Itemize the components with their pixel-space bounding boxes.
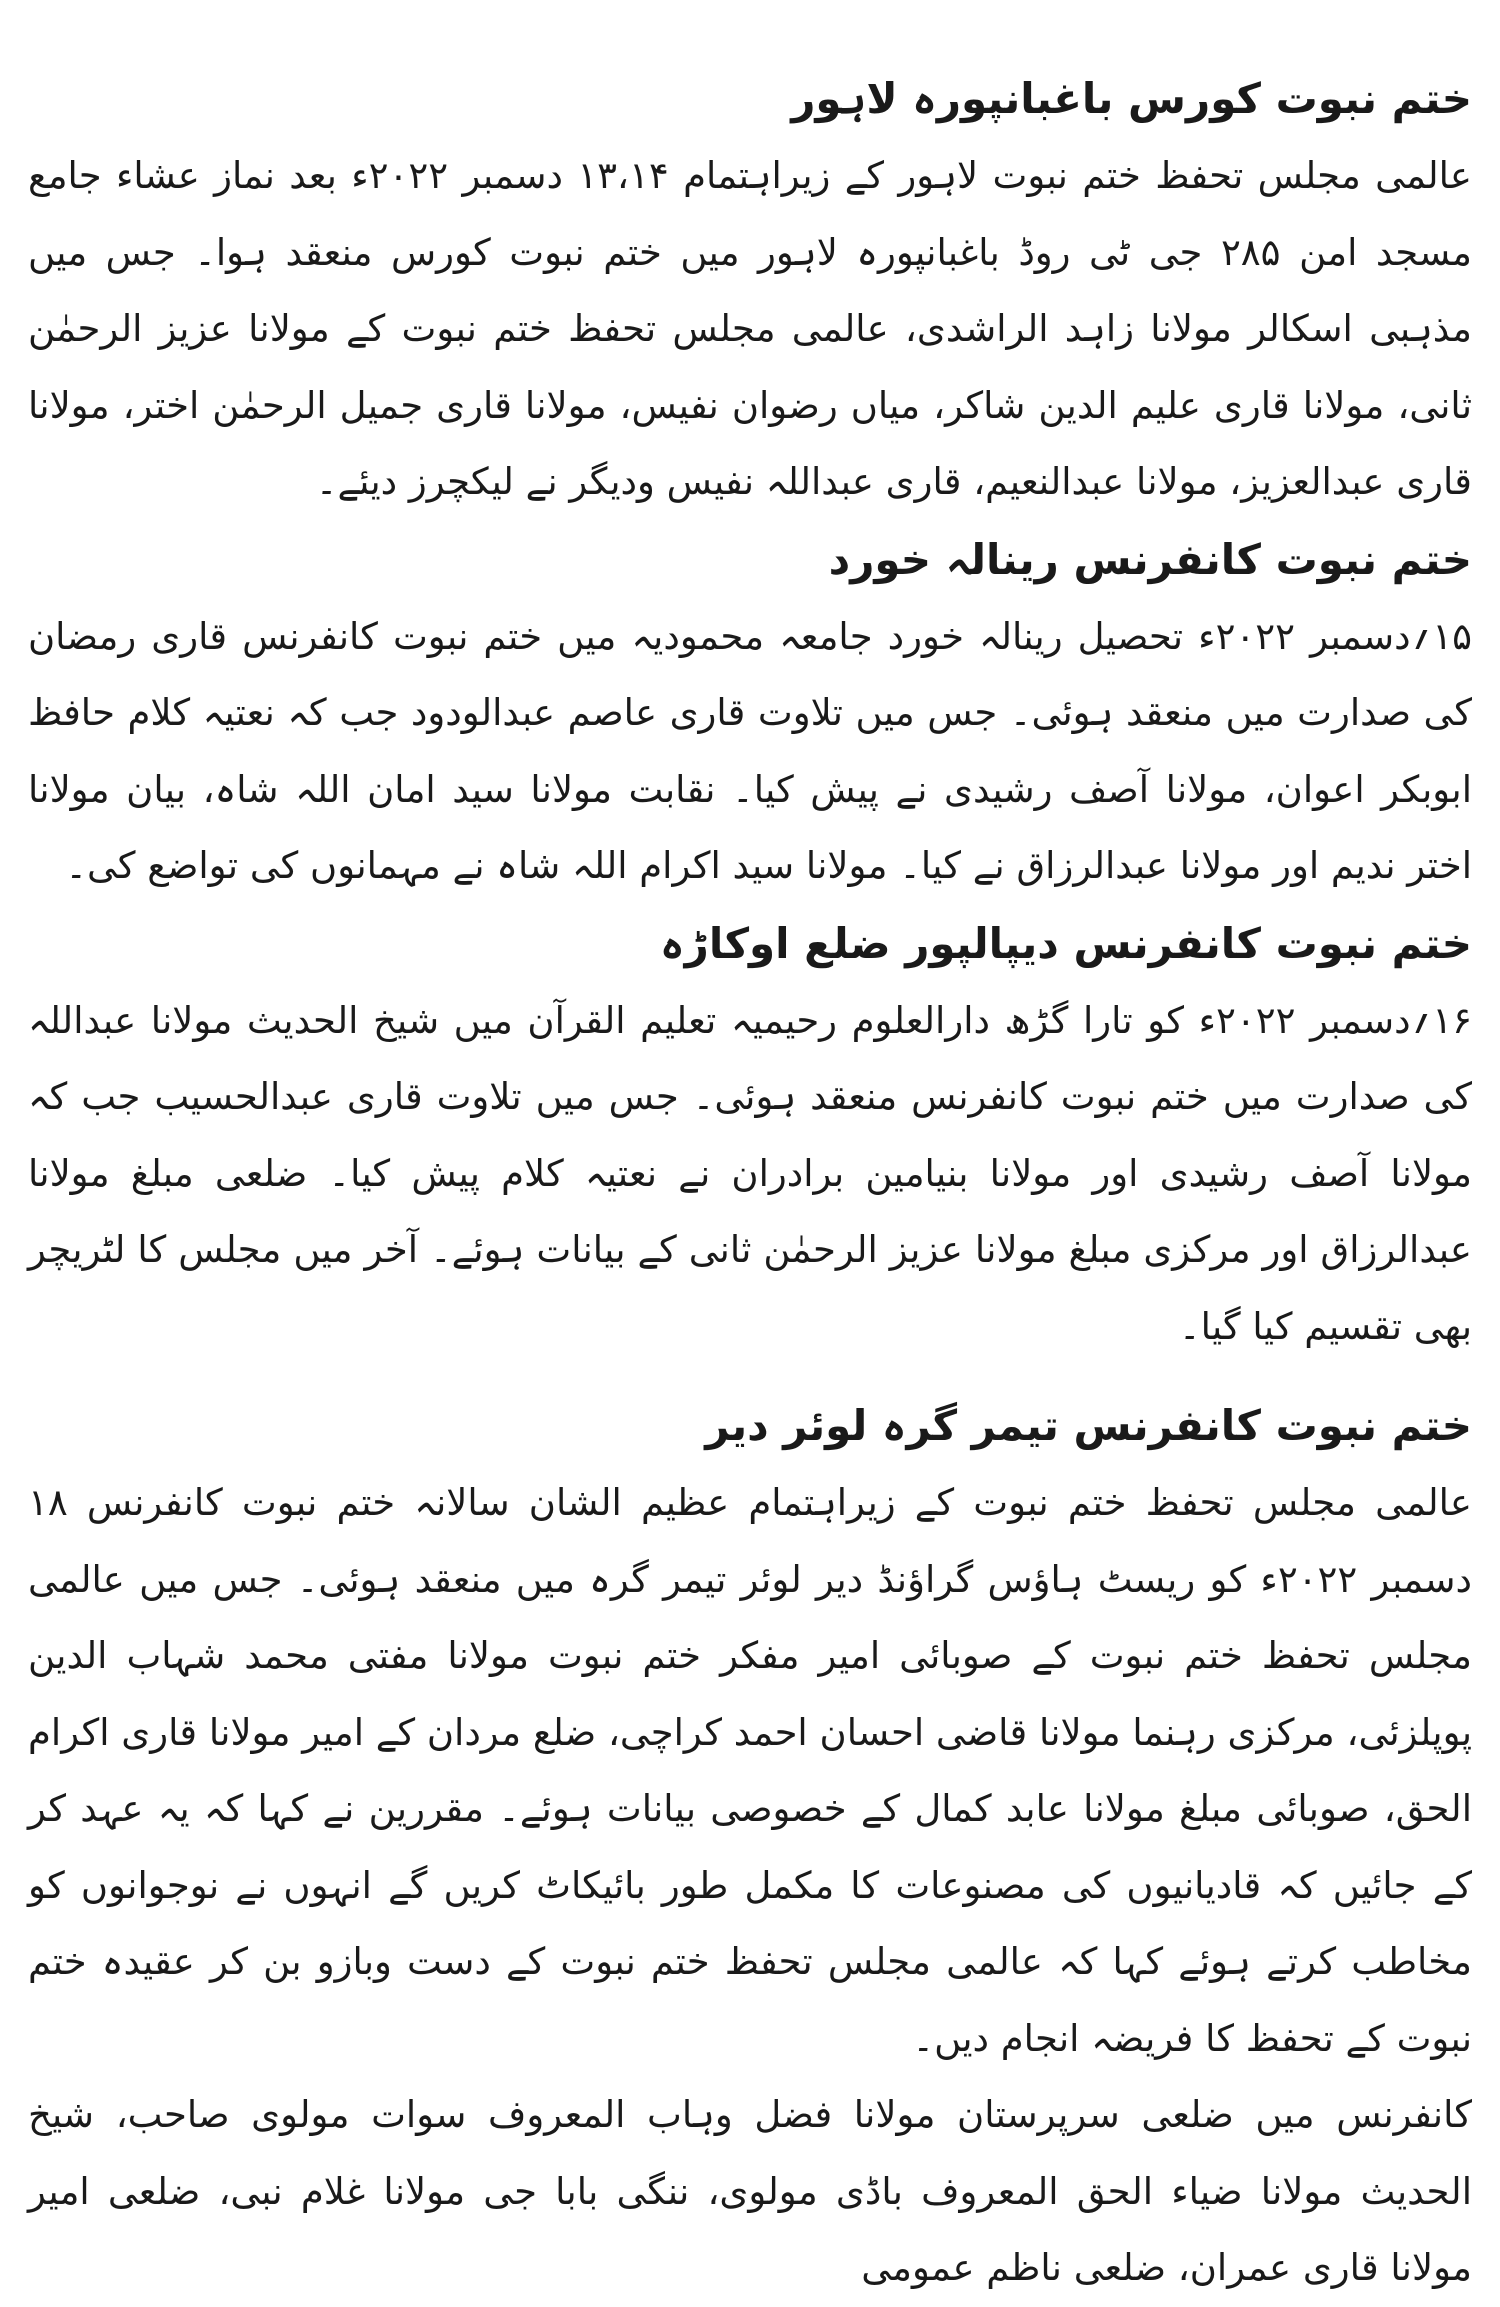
- section-paragraph: ۱۶؍دسمبر ۲۰۲۲ء کو تارا گڑھ دارالعلوم رحیمیہ تعلیم القرآن میں شیخ الحدیث مولانا عبداللہ کی صدارت میں ختم نبوت کانفرنس منعقد ہوئی۔ جس میں تلاوت قاری عبدالحسیب جب کہ مولانا آصف رشیدی اور مولانا بنیامین برادران نے نعتیہ کلام پیش کیا۔ ضلعی مبلغ مولانا عبدالرزاق اور مرکزی مبلغ مولانا عزیز الرحمٰن ثانی کے بیانات ہوئے۔ آخر میں مجلس کا لٹریچر بھی تقسیم کیا گیا۔: [28, 998, 1473, 1348]
- section-spacer: [28, 1365, 1472, 1387]
- section-conference-timergara-lower-dir: [28, 1387, 1472, 2307]
- section-paragraph: ۱۵؍دسمبر ۲۰۲۲ء تحصیل رینالہ خورد جامعہ محمودیہ میں ختم نبوت کانفرنس قاری رمضان کی صدارت میں منعقد ہوئی۔ جس میں تلاوت قاری عاصم عبدالودود جب کہ نعتیہ کلام حافظ ابوبکر اعوان، مولانا آصف رشیدی نے پیش کیا۔ نقابت مولانا سید امان اللہ شاہ، بیان مولانا اختر ندیم اور مولانا عبدالرزاق نے کیا۔ مولانا سید اکرام اللہ شاہ نے مہمانوں کی تواضع کی۔: [28, 614, 1472, 887]
- section-paragraph: عالمی مجلس تحفظ ختم نبوت کے زیراہتمام عظیم الشان سالانہ ختم نبوت کانفرنس ۱۸ دسمبر ۲۰۲۲ء کو ریسٹ ہاؤس گراؤنڈ دیر لوئر تیمر گرہ میں منعقد ہوئی۔ جس میں عالمی مجلس تحفظ ختم نبوت کے صوبائی امیر مفکر ختم نبوت مولانا مفتی محمد شہاب الدین پوپلزئی، مرکزی رہنما مولانا قاضی احسان احمد کراچی، ضلع مردان کے امیر مولانا قاری اکرام الحق، صوبائی مبلغ مولانا عابد کمال کے خصوصی بیانات ہوئے۔ مقررین نے کہا کہ یہ عہد کر کے جائیں کہ قادیانیوں کی مصنوعات کا مکمل طور بائیکاٹ کریں گے انہوں نے نوجوانوں کو مخاطب کرتے ہوئے کہا کہ عالمی مجلس تحفظ ختم نبوت کے دست وبازو بن کر عقیدہ ختم نبوت کے تحفظ کا فریضہ انجام دیں۔: [28, 1481, 1472, 2060]
- section-conference-renala-khurd: [28, 521, 1472, 905]
- section-heading: ختم نبوت کانفرنس دیپالپور ضلع اوکاڑہ: [660, 918, 1472, 968]
- section-heading: ختم نبوت کانفرنس تیمر گرہ لوئر دیر: [705, 1401, 1472, 1450]
- section-heading: ختم نبوت کانفرنس رینالہ خورد: [828, 534, 1472, 584]
- section-paragraph: کانفرنس میں ضلعی سرپرستان مولانا فضل وہاب المعروف سوات مولوی صاحب، شیخ الحدیث مولانا ضیاء الحق المعروف باڈی مولوی، ننگی بابا جی مولانا غلام نبی، ضلعی امیر مولانا قاری عمران، ضلعی ناظم عمومی: [28, 2093, 1472, 2289]
- document-page: [28, 60, 1472, 2307]
- section-conference-depalpur-okara: [28, 905, 1472, 1366]
- section-khatm-nubuwwat-course-lahore: [28, 60, 1472, 521]
- section-paragraph: عالمی مجلس تحفظ ختم نبوت لاہور کے زیراہتمام ۱۳،۱۴ دسمبر ۲۰۲۲ء بعد نماز عشاء جامع مسجد امن ۲۸۵ جی ٹی روڈ باغبانپورہ لاہور میں ختم نبوت کورس منعقد ہوا۔ جس میں مذہبی اسکالر مولانا زاہد الراشدی، عالمی مجلس تحفظ ختم نبوت کے مولانا عزیز الرحمٰن ثانی، مولانا قاری علیم الدین شاکر، میاں رضوان نفیس، مولانا قاری جمیل الرحمٰن اختر، مولانا قاری عبدالعزیز، مولانا عبدالنعیم، قاری عبداللہ نفیس ودیگر نے لیکچرز دیئے۔: [28, 154, 1472, 503]
- section-heading: ختم نبوت کورس باغبانپورہ لاہور: [791, 74, 1472, 123]
